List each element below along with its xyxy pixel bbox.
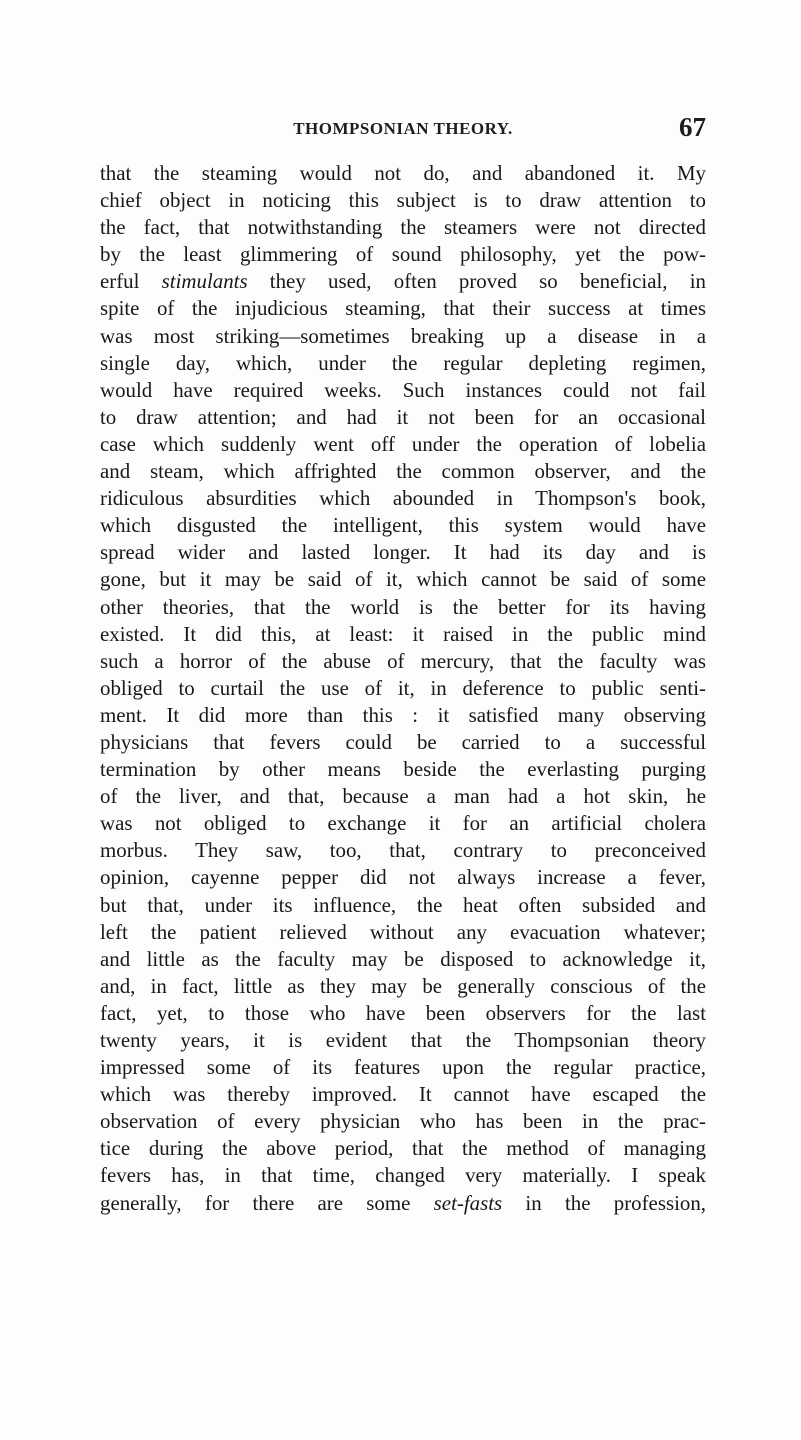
text-line xyxy=(100,892,706,919)
text-line xyxy=(100,350,706,377)
text-segment: that the steaming would not do, and abandoned it. My xyxy=(100,161,706,185)
text-segment: existed. It did this, at least: it raised in the public mind xyxy=(100,621,706,646)
text-segment: spite of the injudicious steaming, that their success at times xyxy=(100,296,706,321)
text-segment: fevers has, in that time, changed very materially. I speak xyxy=(100,1163,706,1188)
text-segment: termination by other means beside the everlasting purging xyxy=(100,757,706,782)
text-segment: case which suddenly went off under the operation of lobelia xyxy=(100,431,706,456)
text-segment: generally, for there are some xyxy=(100,1190,434,1215)
text-segment: and, in fact, little as they may be generally conscious of the xyxy=(100,973,706,998)
text-segment: to draw attention; and had it not been for an occasional xyxy=(100,404,706,429)
text-line xyxy=(100,919,706,946)
body-text xyxy=(100,160,706,1217)
running-head xyxy=(100,112,706,148)
text-line xyxy=(100,837,706,864)
text-line xyxy=(100,810,706,837)
text-segment: ment. It did more than this : it satisfied many observing xyxy=(100,702,706,727)
text-line xyxy=(100,1027,706,1054)
text-segment: such a horror of the abuse of mercury, that the faculty was xyxy=(100,648,706,673)
text-line xyxy=(100,621,706,648)
text-segment: obliged to curtail the use of it, in deference to public senti- xyxy=(100,675,706,700)
text-segment: would have required weeks. Such instances could not fail xyxy=(100,377,706,402)
text-segment: which was thereby improved. It cannot have escaped the xyxy=(100,1082,706,1107)
text-segment: was most striking—sometimes breaking up a disease in a xyxy=(100,323,706,348)
text-line xyxy=(100,241,706,268)
text-line xyxy=(100,323,706,350)
running-title: THOMPSONIAN THEORY. xyxy=(293,119,513,138)
text-segment: of the liver, and that, because a man had a hot skin, he xyxy=(100,784,706,809)
text-line xyxy=(100,458,706,485)
text-segment: spread wider and lasted longer. It had its day and is xyxy=(100,540,706,565)
text-segment: erful xyxy=(100,269,162,294)
text-segment: twenty years, it is evident that the Thompsonian theory xyxy=(100,1028,706,1052)
italic-text-segment: set-fasts xyxy=(433,1190,503,1215)
text-segment: observation of every physician who has been in the prac- xyxy=(100,1109,706,1134)
text-line xyxy=(100,431,706,458)
text-segment: but that, under its influence, the heat often subsided and xyxy=(100,892,706,917)
text-line xyxy=(100,648,706,675)
text-line xyxy=(100,566,706,593)
text-line xyxy=(100,295,706,322)
italic-text-segment: stimulants xyxy=(161,269,248,294)
text-line xyxy=(100,1000,706,1027)
text-segment: gone, but it may be said of it, which cannot be said of some xyxy=(100,567,706,592)
text-line xyxy=(100,214,706,241)
text-line xyxy=(100,946,706,973)
text-line xyxy=(100,539,706,566)
text-segment: the fact, that notwithstanding the steamers were not directed xyxy=(100,215,706,240)
text-segment: other theories, that the world is the better for its having xyxy=(100,594,706,619)
text-line xyxy=(100,702,706,729)
text-line xyxy=(100,729,706,756)
text-line xyxy=(100,160,706,187)
text-segment: in the profession, xyxy=(502,1190,707,1215)
text-segment: which disgusted the intelligent, this system would have xyxy=(100,513,706,538)
text-line xyxy=(100,1162,706,1189)
text-segment: single day, which, under the regular depleting regimen, xyxy=(100,350,706,375)
text-segment: by the least glimmering of sound philosophy, yet the pow- xyxy=(100,242,706,267)
text-segment: was not obliged to exchange it for an artificial cholera xyxy=(100,811,706,836)
text-line xyxy=(100,973,706,1000)
text-segment: and little as the faculty may be disposed to acknowledge it, xyxy=(100,946,706,971)
text-line xyxy=(100,756,706,783)
text-segment: morbus. They saw, too, that, contrary to preconceived xyxy=(100,838,706,863)
text-line xyxy=(100,675,706,702)
text-line xyxy=(100,512,706,539)
text-segment: tice during the above period, that the method of managing xyxy=(100,1136,706,1161)
text-line xyxy=(100,594,706,621)
text-segment: opinion, cayenne pepper did not always increase a fever, xyxy=(100,865,706,890)
text-line xyxy=(100,377,706,404)
page-number: 67 xyxy=(679,112,706,142)
text-segment: left the patient relieved without any evacuation whatever; xyxy=(100,919,706,944)
text-line xyxy=(100,485,706,512)
text-segment: they used, often proved so beneficial, in xyxy=(247,269,706,294)
text-segment: ridiculous absurdities which abounded in Thompson's book, xyxy=(100,486,706,511)
text-line xyxy=(100,1054,706,1081)
text-line xyxy=(100,268,706,295)
text-segment: physicians that fevers could be carried to a successful xyxy=(100,729,706,754)
text-line xyxy=(100,1135,706,1162)
text-line xyxy=(100,404,706,431)
text-line xyxy=(100,1081,706,1108)
text-line xyxy=(100,783,706,810)
text-line xyxy=(100,864,706,891)
text-segment: chief object in noticing this subject is to draw attention to xyxy=(100,188,706,213)
text-segment: impressed some of its features upon the regular practice, xyxy=(100,1055,706,1080)
text-line xyxy=(100,1190,706,1217)
text-segment: and steam, which affrighted the common observer, and the xyxy=(100,459,706,484)
text-segment: fact, yet, to those who have been observers for the last xyxy=(100,1000,706,1025)
text-line xyxy=(100,187,706,214)
text-line xyxy=(100,1108,706,1135)
